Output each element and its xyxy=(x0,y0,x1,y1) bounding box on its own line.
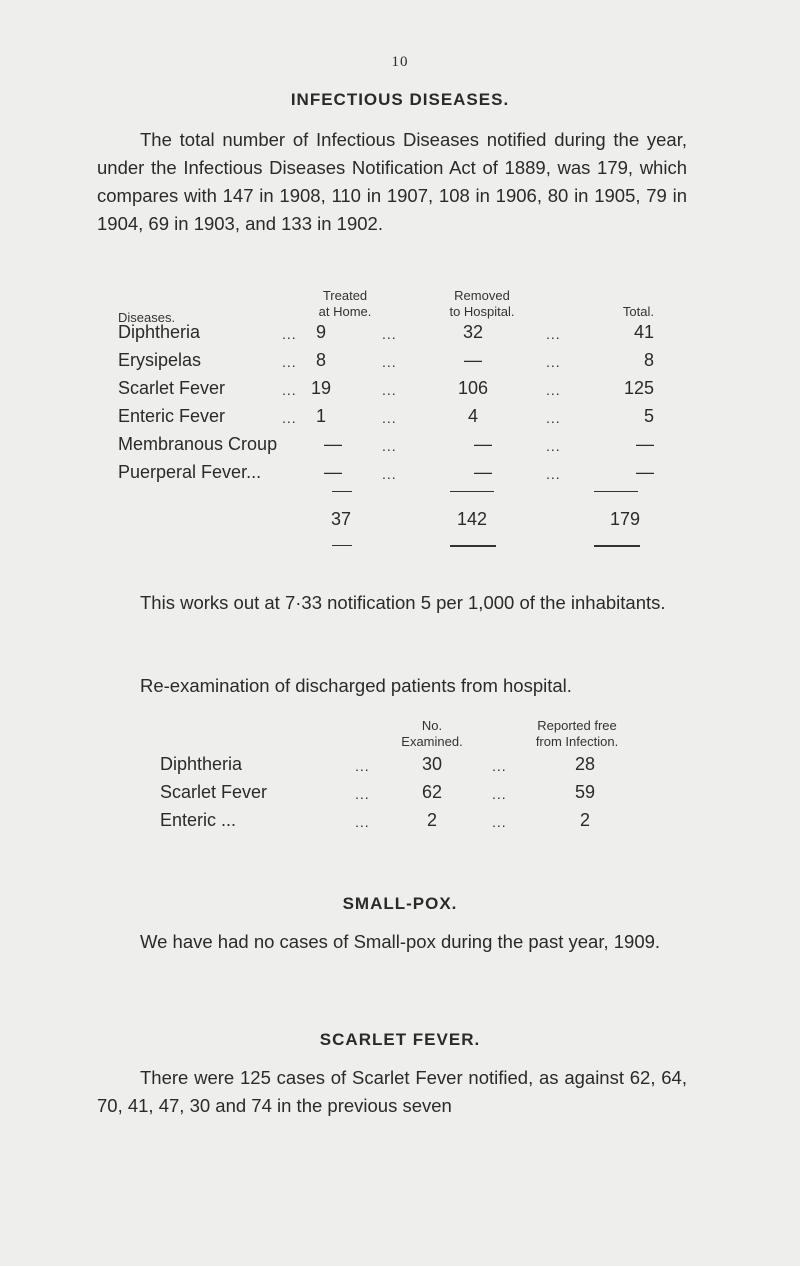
infectious-diseases-text: The total number of Infectious Diseases notified during the year, under the Infectious Diseases Notification Act of 1889, was 179, which compares with 147 in 1908, 110 in 1907, 108 in 1906, 80 in 1905, 79 in 1904, 69 in 1903, and 133 in 1902. xyxy=(97,129,687,234)
header-removed-line2: to Hospital. xyxy=(449,304,515,319)
header-reported-free xyxy=(512,718,642,750)
rule-hospital-bottom xyxy=(450,545,496,547)
header-diseases: Diseases. xyxy=(118,310,176,325)
smallpox-heading: SMALL-POX. xyxy=(342,894,458,913)
disease-name: Diphtheria xyxy=(118,322,201,342)
row-dots: ... xyxy=(382,438,397,454)
row-dots: ... xyxy=(282,410,297,426)
infectious-diseases-paragraph xyxy=(97,126,687,238)
row-dots: ... xyxy=(492,814,507,830)
cell-home: 1 xyxy=(315,406,326,426)
header-removed-to-hospital xyxy=(422,288,542,320)
row-dots: ... xyxy=(282,354,297,370)
row-dots: ... xyxy=(546,438,561,454)
row-dots: ... xyxy=(282,382,297,398)
infectious-diseases-heading: INFECTIOUS DISEASES. xyxy=(290,90,510,109)
scarlet-fever-text: There were 125 cases of Scarlet Fever notified, as against 62, 64, 70, 41, 47, 30 and 74 in the previous seven xyxy=(97,1067,687,1116)
rate-paragraph xyxy=(97,589,687,617)
row-dots: ... xyxy=(546,466,561,482)
row-dots: ... xyxy=(355,758,370,774)
cell-home: 8 xyxy=(315,350,326,370)
row-dots: ... xyxy=(355,814,370,830)
row-dots: ... xyxy=(382,326,397,342)
scarlet-fever-heading: SCARLET FEVER. xyxy=(319,1030,481,1049)
header-free-line2: from Infection. xyxy=(535,734,619,749)
disease-name: Puerperal Fever... xyxy=(118,462,262,482)
total-home: 37 xyxy=(330,509,352,529)
disease-name: Membranous Croup xyxy=(118,434,278,454)
smallpox-paragraph xyxy=(97,928,687,956)
header-free-line1: Reported free xyxy=(537,718,617,733)
header-treated-at-home xyxy=(295,288,395,320)
rule-total-top xyxy=(594,491,638,492)
reexam-free: 28 xyxy=(574,754,596,774)
header-no-examined xyxy=(382,718,482,750)
row-dots: ... xyxy=(546,326,561,342)
cell-hospital: 4 xyxy=(467,406,478,426)
row-dots: ... xyxy=(382,410,397,426)
cell-total: 5 xyxy=(643,406,654,426)
cell-home: 19 xyxy=(310,378,332,398)
header-treated-line1: Treated xyxy=(322,288,368,303)
header-examined-line1: No. xyxy=(421,718,443,733)
row-dots: ... xyxy=(382,354,397,370)
cell-total: 41 xyxy=(633,322,654,342)
disease-name: Scarlet Fever xyxy=(118,378,226,398)
header-treated-line2: at Home. xyxy=(318,304,372,319)
cell-hospital: — xyxy=(464,350,482,370)
row-dots: ... xyxy=(382,466,397,482)
scarlet-fever-paragraph xyxy=(97,1064,687,1120)
header-removed-line1: Removed xyxy=(454,288,510,303)
rule-home-bottom xyxy=(332,545,352,546)
row-dots: ... xyxy=(492,758,507,774)
row-dots: ... xyxy=(382,382,397,398)
disease-name: Enteric Fever xyxy=(118,406,226,426)
page-number: 10 xyxy=(391,54,409,70)
total-total: 179 xyxy=(609,509,640,529)
header-examined-line2: Examined. xyxy=(401,734,463,749)
rule-total-bottom xyxy=(594,545,640,547)
row-dots: ... xyxy=(282,326,297,342)
reexam-examined: 30 xyxy=(421,754,443,774)
rule-hospital-top xyxy=(450,491,494,492)
cell-hospital: 106 xyxy=(457,378,489,398)
total-hospital: 142 xyxy=(456,509,488,529)
cell-total: 8 xyxy=(643,350,654,370)
reexam-disease-name: Diphtheria xyxy=(160,754,243,774)
reexam-examined: 2 xyxy=(426,810,437,830)
disease-name: Erysipelas xyxy=(118,350,202,370)
reexam-intro-paragraph xyxy=(97,672,687,700)
cell-hospital: 32 xyxy=(462,322,484,342)
reexam-disease-name: Scarlet Fever xyxy=(160,782,268,802)
cell-home: 9 xyxy=(315,322,326,342)
cell-total: — xyxy=(636,462,654,482)
reexam-free: 2 xyxy=(579,810,590,830)
row-dots: ... xyxy=(546,354,561,370)
row-dots: ... xyxy=(492,786,507,802)
cell-hospital: — xyxy=(474,462,492,482)
rule-home-top xyxy=(332,491,352,492)
cell-home: — xyxy=(324,434,342,454)
reexam-disease-name: Enteric ... xyxy=(160,810,237,830)
cell-total: 125 xyxy=(623,378,654,398)
reexam-examined: 62 xyxy=(421,782,443,802)
reexam-intro-text: Re-examination of discharged patients from hospital. xyxy=(140,675,572,696)
cell-home: — xyxy=(324,462,342,482)
row-dots: ... xyxy=(546,410,561,426)
cell-hospital: — xyxy=(474,434,492,454)
smallpox-text: We have had no cases of Small-pox during the past year, 1909. xyxy=(140,931,661,952)
cell-total: — xyxy=(636,434,654,454)
row-dots: ... xyxy=(546,382,561,398)
header-total: Total. xyxy=(622,304,654,319)
row-dots: ... xyxy=(355,786,370,802)
rate-text: This works out at 7·33 notification 5 per 1,000 of the inhabitants. xyxy=(140,592,666,613)
reexam-free: 59 xyxy=(574,782,596,802)
